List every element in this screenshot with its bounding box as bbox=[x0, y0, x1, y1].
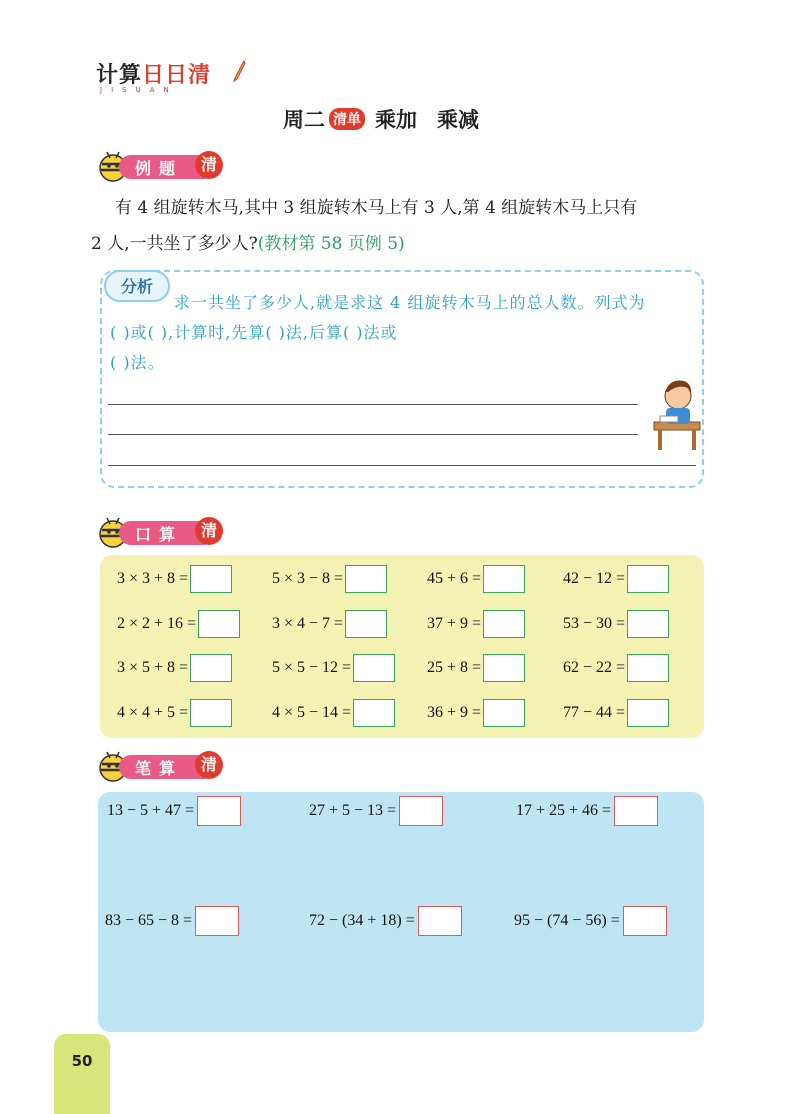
answer-box[interactable] bbox=[483, 654, 525, 682]
written-equation: 27 + 5 − 13 = bbox=[309, 795, 443, 827]
section-label: 例题 bbox=[135, 159, 184, 178]
page-title bbox=[283, 104, 479, 134]
analysis-line-3: ( )法。 bbox=[110, 353, 165, 372]
pen-icon bbox=[232, 60, 246, 82]
oral-equation: 37 + 9 = bbox=[427, 608, 525, 640]
answer-box[interactable] bbox=[399, 796, 443, 826]
brand-logo bbox=[96, 58, 211, 89]
oral-equation: 3 × 4 − 7 = bbox=[272, 608, 387, 640]
written-equation: 13 − 5 + 47 = bbox=[107, 795, 241, 827]
answer-box[interactable] bbox=[483, 699, 525, 727]
oral-equation: 62 − 22 = bbox=[563, 652, 669, 684]
analysis-line-1: 求一共坐了多少人,就是求这 4 组旋转木马上的总人数。列式为 bbox=[174, 293, 646, 312]
answer-box[interactable] bbox=[190, 565, 232, 593]
oral-equation: 53 − 30 = bbox=[563, 608, 669, 640]
answer-box[interactable] bbox=[353, 654, 395, 682]
title-topic-1: 乘加 bbox=[375, 108, 417, 132]
answer-box[interactable] bbox=[190, 699, 232, 727]
answer-line-1[interactable] bbox=[108, 404, 638, 405]
title-tag: 清单 bbox=[329, 108, 365, 130]
oral-equation: 4 × 4 + 5 = bbox=[117, 697, 232, 729]
written-equation: 72 − (34 + 18) = bbox=[309, 905, 462, 937]
page-number-tab bbox=[54, 1034, 110, 1114]
oral-equation: 5 × 5 − 12 = bbox=[272, 652, 395, 684]
answer-box[interactable] bbox=[627, 610, 669, 638]
example-problem bbox=[91, 190, 715, 262]
page-number: 50 bbox=[71, 1052, 93, 1070]
brand-text: 计算 bbox=[96, 63, 143, 88]
written-equation: 83 − 65 − 8 = bbox=[105, 905, 239, 937]
oral-equation: 25 + 8 = bbox=[427, 652, 525, 684]
oral-equation: 2 × 2 + 16 = bbox=[117, 608, 240, 640]
answer-line-2[interactable] bbox=[108, 434, 638, 435]
written-equation: 17 + 25 + 46 = bbox=[516, 795, 658, 827]
answer-box[interactable] bbox=[195, 906, 239, 936]
student-illustration-icon bbox=[648, 372, 704, 452]
oral-equation: 42 − 12 = bbox=[563, 563, 669, 595]
section-label: 口算 bbox=[135, 525, 184, 544]
answer-box[interactable] bbox=[345, 610, 387, 638]
qing-badge: 清 bbox=[195, 151, 223, 179]
answer-box[interactable] bbox=[614, 796, 658, 826]
answer-box[interactable] bbox=[627, 699, 669, 727]
answer-box[interactable] bbox=[353, 699, 395, 727]
answer-box[interactable] bbox=[623, 906, 667, 936]
answer-box[interactable] bbox=[418, 906, 462, 936]
answer-box[interactable] bbox=[345, 565, 387, 593]
section-label: 笔算 bbox=[135, 759, 184, 778]
answer-box[interactable] bbox=[197, 796, 241, 826]
answer-box[interactable] bbox=[190, 654, 232, 682]
oral-equation: 3 × 5 + 8 = bbox=[117, 652, 232, 684]
answer-box[interactable] bbox=[198, 610, 240, 638]
oral-equation: 4 × 5 − 14 = bbox=[272, 697, 395, 729]
brand-subtitle: JISUAN bbox=[100, 86, 178, 94]
written-equation: 95 − (74 − 56) = bbox=[514, 905, 667, 937]
textbook-source: (教材第 58 页例 5) bbox=[257, 234, 405, 254]
problem-line-2: 2 人,一共坐了多少人?(教材第 58 页例 5) bbox=[91, 234, 405, 254]
qing-badge: 清 bbox=[195, 517, 223, 545]
oral-equation: 45 + 6 = bbox=[427, 563, 525, 595]
section-header-oral bbox=[95, 512, 235, 550]
answer-box[interactable] bbox=[483, 610, 525, 638]
answer-box[interactable] bbox=[483, 565, 525, 593]
answer-box[interactable] bbox=[627, 654, 669, 682]
qing-badge: 清 bbox=[195, 751, 223, 779]
analysis-label: 分析 bbox=[104, 270, 170, 302]
section-header-example bbox=[95, 146, 235, 184]
brand-highlight: 日日清 bbox=[142, 63, 212, 88]
section-header-written bbox=[95, 746, 235, 784]
analysis-line-2: ( )或( ),计算时,先算( )法,后算( )法或 bbox=[110, 323, 398, 342]
answer-line-3[interactable] bbox=[108, 465, 696, 466]
title-topic-2: 乘减 bbox=[437, 108, 479, 132]
oral-equation: 36 + 9 = bbox=[427, 697, 525, 729]
oral-equation: 77 − 44 = bbox=[563, 697, 669, 729]
answer-box[interactable] bbox=[627, 565, 669, 593]
oral-equation: 5 × 3 − 8 = bbox=[272, 563, 387, 595]
title-day: 周二 bbox=[283, 108, 325, 132]
problem-line-1: 有 4 组旋转木马,其中 3 组旋转木马上有 3 人,第 4 组旋转木马上只有 bbox=[115, 198, 638, 218]
oral-equation: 3 × 3 + 8 = bbox=[117, 563, 232, 595]
